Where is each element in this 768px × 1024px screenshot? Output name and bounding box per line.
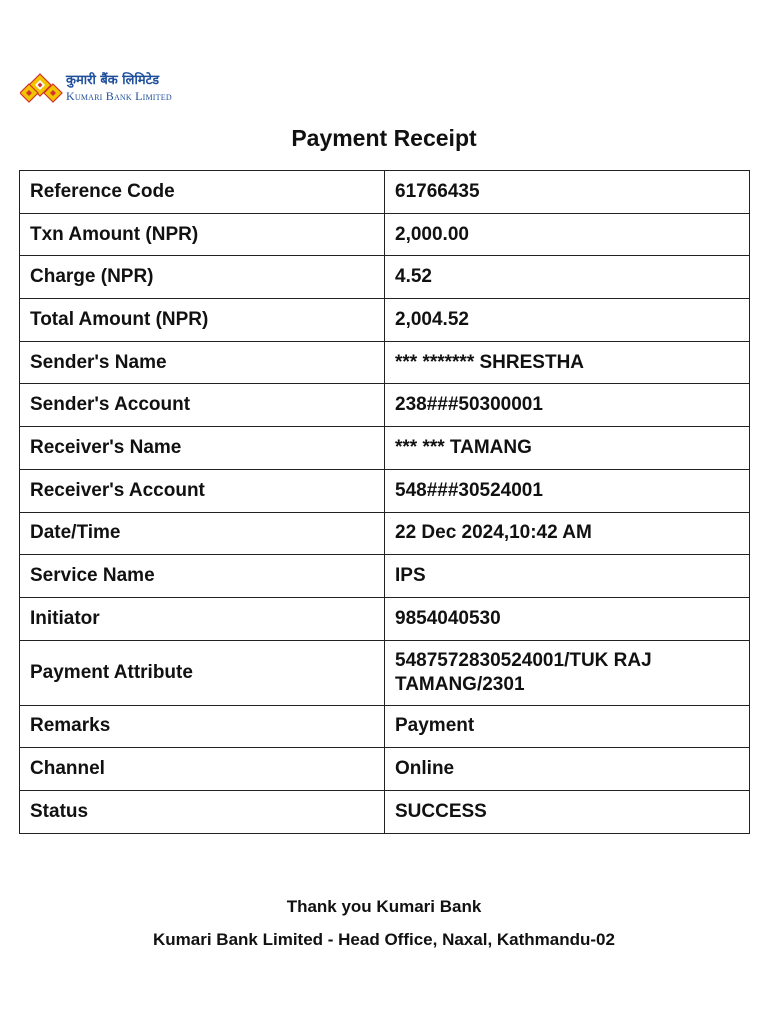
receipt-row-value: 238###50300001 (385, 384, 750, 427)
receipt-row (20, 640, 750, 705)
receipt-row-label: Status (20, 790, 385, 833)
receipt-row-value: 61766435 (385, 171, 750, 214)
receipt-row-label: Sender's Account (20, 384, 385, 427)
receipt-table-body (20, 171, 750, 834)
receipt-row (20, 748, 750, 791)
receipt-row (20, 705, 750, 748)
page-title: Payment Receipt (291, 125, 477, 151)
receipt-row-value: *** *** TAMANG (385, 427, 750, 470)
receipt-row-value: 2,000.00 (385, 213, 750, 256)
receipt-row (20, 512, 750, 555)
receipt-row-value: *** ******* SHRESTHA (385, 341, 750, 384)
receipt-row-label: Sender's Name (20, 341, 385, 384)
receipt-row-value: SUCCESS (385, 790, 750, 833)
receipt-row (20, 341, 750, 384)
receipt-row-label: Service Name (20, 555, 385, 598)
receipt-row-value: 548###30524001 (385, 469, 750, 512)
receipt-row (20, 555, 750, 598)
receipt-row-value: 2,004.52 (385, 299, 750, 342)
receipt-row-value: 9854040530 (385, 597, 750, 640)
receipt-row (20, 384, 750, 427)
receipt-row-label: Remarks (20, 705, 385, 748)
receipt-row-value: 5487572830524001/TUK RAJ TAMANG/2301 (385, 640, 750, 705)
receipt-row-label: Payment Attribute (20, 640, 385, 705)
receipt-row (20, 790, 750, 833)
receipt-row-label: Charge (NPR) (20, 256, 385, 299)
receipt-row (20, 256, 750, 299)
receipt-row (20, 213, 750, 256)
receipt-table (19, 170, 750, 834)
logo-text (66, 72, 196, 103)
receipt-row-value: IPS (385, 555, 750, 598)
receipt-row-value: 22 Dec 2024,10:42 AM (385, 512, 750, 555)
receipt-row (20, 427, 750, 470)
receipt-row (20, 299, 750, 342)
receipt-row (20, 171, 750, 214)
receipt-row (20, 597, 750, 640)
receipt-row-value: Payment (385, 705, 750, 748)
receipt-row-label: Total Amount (NPR) (20, 299, 385, 342)
receipt-row (20, 469, 750, 512)
receipt-row-label: Initiator (20, 597, 385, 640)
logo-name-devanagari: कुमारी बैंक लिमिटेड (66, 73, 160, 88)
footer-thanks: Thank you Kumari Bank (286, 897, 482, 916)
bank-logo (20, 72, 180, 108)
logo-name-english: Kumari Bank Limited (66, 89, 172, 103)
receipt-row-label: Reference Code (20, 171, 385, 214)
receipt-row-value: 4.52 (385, 256, 750, 299)
receipt-row-label: Txn Amount (NPR) (20, 213, 385, 256)
receipt-row-label: Channel (20, 748, 385, 791)
diamond-logo-icon (20, 72, 66, 108)
receipt-row-label: Receiver's Account (20, 469, 385, 512)
receipt-row-label: Date/Time (20, 512, 385, 555)
receipt-row-value: Online (385, 748, 750, 791)
footer-address: Kumari Bank Limited - Head Office, Naxal, Kathmandu-02 (153, 930, 615, 949)
receipt-row-label: Receiver's Name (20, 427, 385, 470)
